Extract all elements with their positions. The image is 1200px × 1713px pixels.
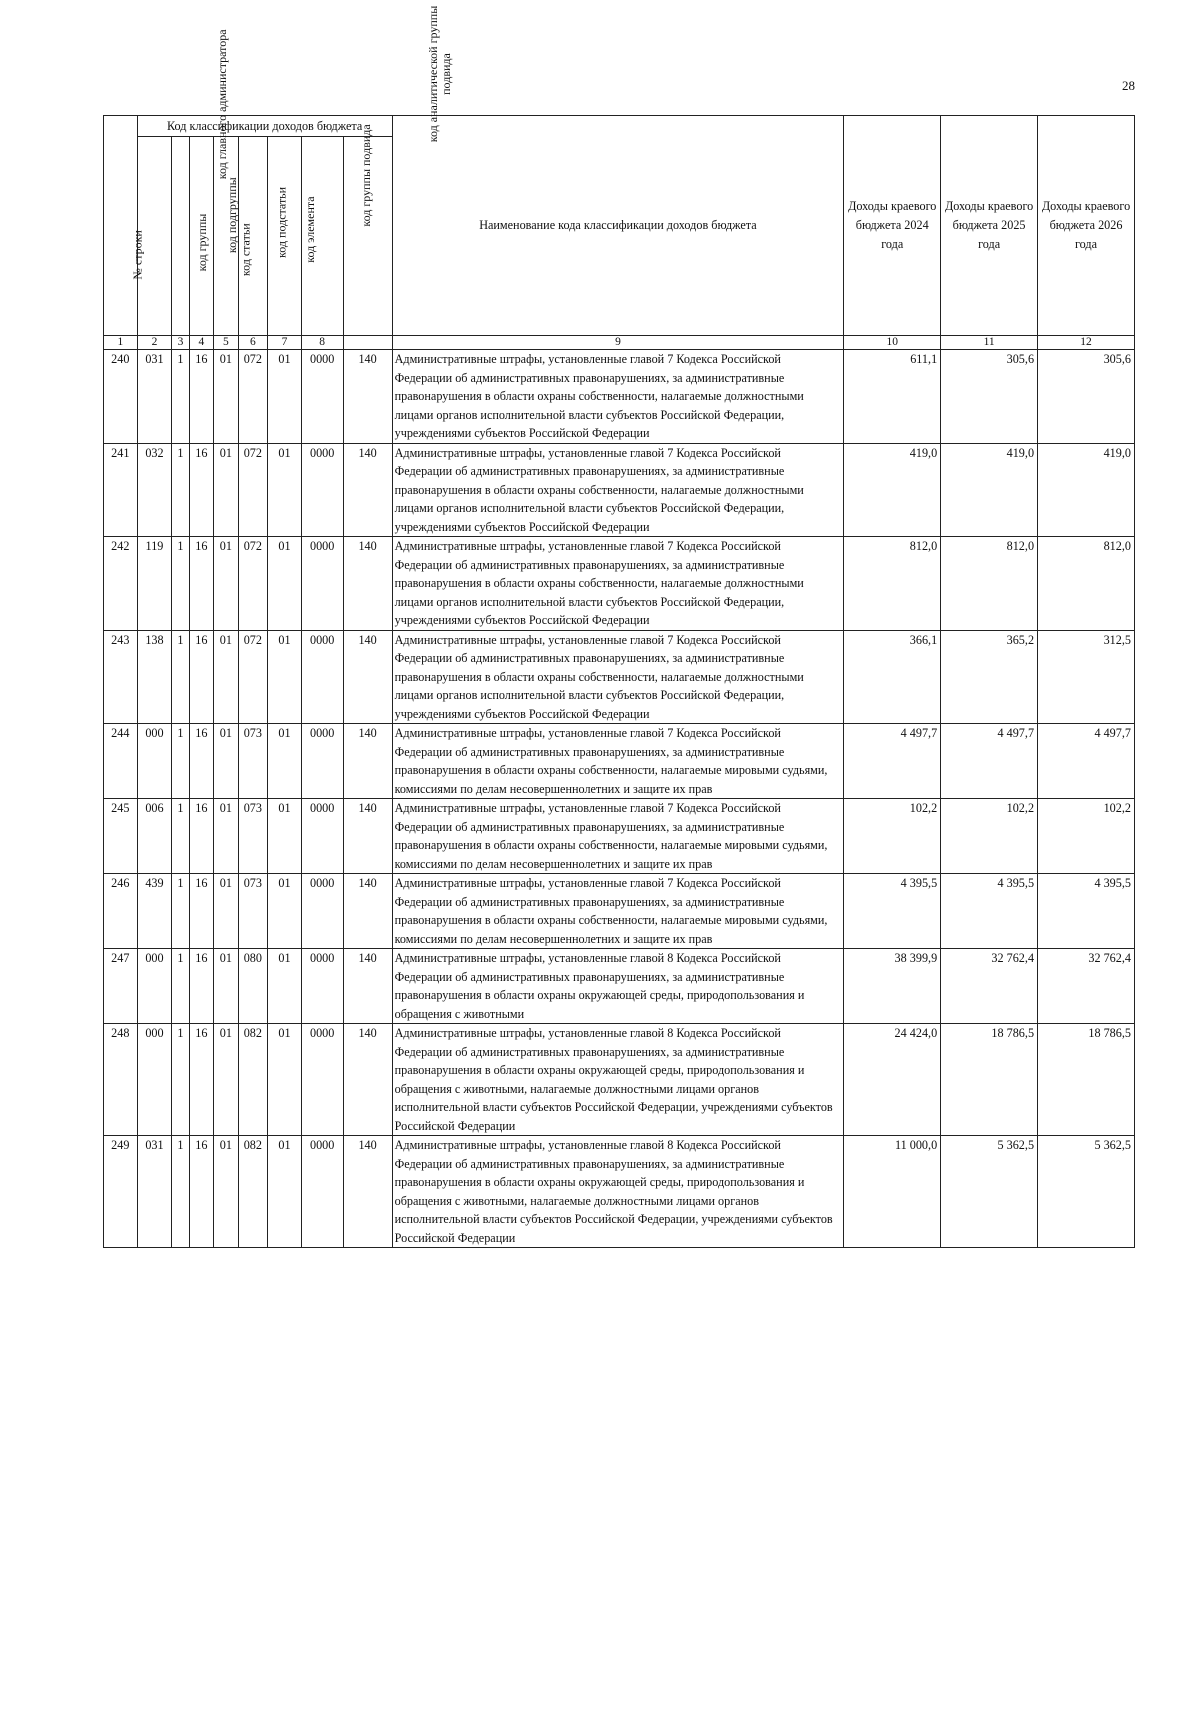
cell-description: Административные штрафы, установленные главой 7 Кодекса Российской Федерации об административных правонарушениях, за административные правонарушения в области охраны собственности, налагаемые мировыми судьями, комиссиями по делам несовершеннолетних и защите их прав (392, 874, 844, 949)
cell-code-subgroup: 16 (189, 949, 213, 1024)
header-code-group: Код классификации доходов бюджета (137, 116, 392, 137)
cell-code-group: 1 (172, 537, 189, 631)
cell-code-subarticle: 072 (238, 630, 268, 724)
cell-code-subgroup: 16 (189, 1136, 213, 1248)
cell-code-article: 01 (214, 1024, 238, 1136)
cell-row-number: 246 (104, 874, 138, 949)
cell-code-group: 1 (172, 724, 189, 799)
col-num: 3 (172, 336, 189, 350)
cell-code-group: 1 (172, 350, 189, 444)
cell-code-element: 01 (268, 630, 302, 724)
table-body (104, 350, 1135, 1248)
header-code-element (268, 137, 318, 336)
header-code-article-label: код статьи (238, 223, 253, 277)
table-row (104, 630, 1135, 724)
header-row-number (104, 116, 146, 336)
col-num: 2 (137, 336, 172, 350)
cell-code-group: 1 (172, 874, 189, 949)
cell-code-subarticle: 072 (238, 537, 268, 631)
cell-code-element: 01 (268, 724, 302, 799)
col-num (343, 336, 392, 350)
cell-code-admin: 006 (137, 799, 172, 874)
cell-income-2025: 18 786,5 (941, 1024, 1038, 1136)
cell-code-group: 1 (172, 443, 189, 537)
cell-row-number: 244 (104, 724, 138, 799)
col-num: 5 (214, 336, 238, 350)
cell-code-element: 01 (268, 537, 302, 631)
cell-row-number: 243 (104, 630, 138, 724)
cell-code-subgroup: 16 (189, 443, 213, 537)
cell-code-subgroup: 16 (189, 724, 213, 799)
cell-code-element: 01 (268, 1024, 302, 1136)
table-row (104, 350, 1135, 444)
cell-code-admin: 000 (137, 724, 172, 799)
cell-code-analytic: 140 (343, 350, 392, 444)
cell-income-2026: 4 497,7 (1038, 724, 1135, 799)
cell-code-subtype-group: 0000 (301, 799, 343, 874)
cell-income-2026: 102,2 (1038, 799, 1135, 874)
cell-code-subtype-group: 0000 (301, 949, 343, 1024)
cell-income-2025: 32 762,4 (941, 949, 1038, 1024)
cell-code-element: 01 (268, 799, 302, 874)
cell-code-article: 01 (214, 799, 238, 874)
cell-income-2025: 5 362,5 (941, 1136, 1038, 1248)
cell-income-2024: 102,2 (844, 799, 941, 874)
cell-row-number: 240 (104, 350, 138, 444)
header-code-group-col (172, 137, 210, 336)
cell-description: Административные штрафы, установленные главой 7 Кодекса Российской Федерации об административных правонарушениях, за административные правонарушения в области охраны собственности, налагаемые должностными лицами органов исполнительной власти субъектов Российской Федерации, учреждениями субъектов Российской Федерации (392, 630, 844, 724)
table-row (104, 724, 1135, 799)
table-row (104, 443, 1135, 537)
cell-code-subarticle: 072 (238, 350, 268, 444)
cell-code-analytic: 140 (343, 949, 392, 1024)
table-row (104, 1136, 1135, 1248)
cell-code-subtype-group: 0000 (301, 1024, 343, 1136)
cell-income-2026: 312,5 (1038, 630, 1135, 724)
cell-code-group: 1 (172, 1024, 189, 1136)
cell-code-subgroup: 16 (189, 799, 213, 874)
cell-income-2025: 305,6 (941, 350, 1038, 444)
col-num: 1 (104, 336, 138, 350)
cell-row-number: 242 (104, 537, 138, 631)
cell-code-admin: 138 (137, 630, 172, 724)
cell-income-2026: 419,0 (1038, 443, 1135, 537)
cell-code-subarticle: 073 (238, 724, 268, 799)
cell-income-2024: 611,1 (844, 350, 941, 444)
cell-income-2025: 4 497,7 (941, 724, 1038, 799)
header-code-subtype-group-label: код группы подвида (359, 124, 374, 227)
header-income-2025: Доходы краевого бюджета 2025 года (941, 116, 1038, 336)
cell-income-2026: 32 762,4 (1038, 949, 1135, 1024)
cell-code-subtype-group: 0000 (301, 1136, 343, 1248)
cell-code-analytic: 140 (343, 724, 392, 799)
cell-description: Административные штрафы, установленные главой 7 Кодекса Российской Федерации об административных правонарушениях, за административные правонарушения в области охраны собственности, налагаемые должностными лицами органов исполнительной власти субъектов Российской Федерации, учреждениями субъектов Российской Федерации (392, 350, 844, 444)
cell-income-2025: 365,2 (941, 630, 1038, 724)
table-row (104, 799, 1135, 874)
cell-code-article: 01 (214, 537, 238, 631)
cell-description: Административные штрафы, установленные главой 8 Кодекса Российской Федерации об административных правонарушениях, за административные правонарушения в области охраны окружающей среды, природопользования и обращения с животными (392, 949, 844, 1024)
page-number: 28 (1122, 78, 1135, 93)
header-code-subtype-group (301, 124, 374, 336)
cell-code-element: 01 (268, 1136, 302, 1248)
cell-income-2025: 102,2 (941, 799, 1038, 874)
cell-code-article: 01 (214, 949, 238, 1024)
cell-code-subarticle: 073 (238, 874, 268, 949)
cell-description: Административные штрафы, установленные главой 7 Кодекса Российской Федерации об административных правонарушениях, за административные правонарушения в области охраны собственности, налагаемые мировыми судьями, комиссиями по делам несовершеннолетних и защите их прав (392, 799, 844, 874)
col-num: 9 (392, 336, 844, 350)
cell-code-group: 1 (172, 630, 189, 724)
cell-code-subarticle: 072 (238, 443, 268, 537)
cell-code-admin: 119 (137, 537, 172, 631)
cell-code-admin: 439 (137, 874, 172, 949)
cell-code-admin: 031 (137, 1136, 172, 1248)
cell-code-admin: 032 (137, 443, 172, 537)
cell-code-analytic: 140 (343, 1024, 392, 1136)
cell-code-subgroup: 16 (189, 537, 213, 631)
cell-description: Административные штрафы, установленные главой 7 Кодекса Российской Федерации об административных правонарушениях, за административные правонарушения в области охраны собственности, налагаемые должностными лицами органов исполнительной власти субъектов Российской Федерации, учреждениями субъектов Российской Федерации (392, 443, 844, 537)
cell-income-2024: 419,0 (844, 443, 941, 537)
cell-code-element: 01 (268, 350, 302, 444)
col-num: 12 (1038, 336, 1135, 350)
cell-code-admin: 000 (137, 949, 172, 1024)
header-code-element-label: код элемента (303, 196, 318, 263)
cell-income-2024: 24 424,0 (844, 1024, 941, 1136)
col-num: 4 (189, 336, 213, 350)
cell-code-group: 1 (172, 1136, 189, 1248)
cell-code-subgroup: 16 (189, 630, 213, 724)
table-row (104, 1024, 1135, 1136)
cell-code-article: 01 (214, 443, 238, 537)
col-num: 7 (268, 336, 302, 350)
cell-row-number: 241 (104, 443, 138, 537)
cell-income-2024: 4 395,5 (844, 874, 941, 949)
header-row-number-label: № строки (131, 230, 146, 280)
cell-code-subtype-group: 0000 (301, 874, 343, 949)
cell-income-2026: 305,6 (1038, 350, 1135, 444)
header-code-admin-label: код главного администратора (215, 29, 230, 180)
cell-description: Административные штрафы, установленные главой 8 Кодекса Российской Федерации об административных правонарушениях, за административные правонарушения в области охраны окружающей среды, природопользования и обращения с животными, налагаемые должностными лицами органов исполнительной власти субъектов Российской Федерации, учреждениями субъектов Российской Федерации (392, 1136, 844, 1248)
cell-income-2024: 4 497,7 (844, 724, 941, 799)
cell-code-subtype-group: 0000 (301, 350, 343, 444)
cell-code-subtype-group: 0000 (301, 630, 343, 724)
cell-code-subarticle: 080 (238, 949, 268, 1024)
cell-income-2026: 4 395,5 (1038, 874, 1135, 949)
table-row (104, 874, 1135, 949)
cell-code-subarticle: 082 (238, 1136, 268, 1248)
cell-code-subgroup: 16 (189, 350, 213, 444)
header-name: Наименование кода классификации доходов бюджета (392, 116, 844, 336)
cell-income-2026: 18 786,5 (1038, 1024, 1135, 1136)
cell-code-subgroup: 16 (189, 1024, 213, 1136)
cell-code-subgroup: 16 (189, 874, 213, 949)
cell-income-2026: 5 362,5 (1038, 1136, 1135, 1248)
col-num: 10 (844, 336, 941, 350)
column-number-row (104, 336, 1135, 350)
cell-row-number: 245 (104, 799, 138, 874)
col-num: 8 (301, 336, 343, 350)
cell-code-subarticle: 082 (238, 1024, 268, 1136)
cell-code-article: 01 (214, 874, 238, 949)
cell-code-element: 01 (268, 874, 302, 949)
header-income-2026: Доходы краевого бюджета 2026 года (1038, 116, 1135, 336)
cell-code-analytic: 140 (343, 443, 392, 537)
cell-income-2025: 812,0 (941, 537, 1038, 631)
cell-income-2024: 366,1 (844, 630, 941, 724)
cell-code-group: 1 (172, 949, 189, 1024)
cell-code-subtype-group: 0000 (301, 724, 343, 799)
cell-code-analytic: 140 (343, 799, 392, 874)
cell-code-element: 01 (268, 949, 302, 1024)
cell-code-analytic: 140 (343, 1136, 392, 1248)
cell-income-2025: 419,0 (941, 443, 1038, 537)
cell-code-analytic: 140 (343, 874, 392, 949)
header-code-group-label: код группы (195, 213, 210, 272)
header-code-subgroup-label: код подгруппы (225, 177, 240, 254)
cell-row-number: 248 (104, 1024, 138, 1136)
cell-row-number: 249 (104, 1136, 138, 1248)
col-num: 11 (941, 336, 1038, 350)
cell-code-admin: 000 (137, 1024, 172, 1136)
cell-income-2024: 812,0 (844, 537, 941, 631)
header-code-article (214, 137, 253, 336)
header-code-subarticle-label: код подстатьи (274, 186, 289, 258)
cell-description: Административные штрафы, установленные главой 8 Кодекса Российской Федерации об административных правонарушениях, за административные правонарушения в области охраны окружающей среды, природопользования и обращения с животными, налагаемые должностными лицами органов исполнительной власти субъектов Российской Федерации, учреждениями субъектов Российской Федерации (392, 1024, 844, 1136)
cell-income-2024: 38 399,9 (844, 949, 941, 1024)
header-income-2024: Доходы краевого бюджета 2024 года (844, 116, 941, 336)
cell-code-subtype-group: 0000 (301, 537, 343, 631)
cell-income-2024: 11 000,0 (844, 1136, 941, 1248)
cell-code-subtype-group: 0000 (301, 443, 343, 537)
table-row (104, 949, 1135, 1024)
header-code-subgroup (189, 137, 240, 336)
cell-income-2025: 4 395,5 (941, 874, 1038, 949)
cell-code-group: 1 (172, 799, 189, 874)
cell-code-article: 01 (214, 724, 238, 799)
cell-description: Административные штрафы, установленные главой 7 Кодекса Российской Федерации об административных правонарушениях, за административные правонарушения в области охраны собственности, налагаемые мировыми судьями, комиссиями по делам несовершеннолетних и защите их прав (392, 724, 844, 799)
col-num: 6 (238, 336, 268, 350)
cell-description: Административные штрафы, установленные главой 7 Кодекса Российской Федерации об административных правонарушениях, за административные правонарушения в области охраны собственности, налагаемые должностными лицами органов исполнительной власти субъектов Российской Федерации, учреждениями субъектов Российской Федерации (392, 537, 844, 631)
cell-row-number: 247 (104, 949, 138, 1024)
cell-code-element: 01 (268, 443, 302, 537)
header-code-subarticle (238, 137, 289, 336)
cell-code-subarticle: 073 (238, 799, 268, 874)
header-code-analytic-label: код аналитической группы подвида (425, 5, 453, 143)
table-row (104, 537, 1135, 631)
cell-code-admin: 031 (137, 350, 172, 444)
cell-code-article: 01 (214, 1136, 238, 1248)
cell-code-article: 01 (214, 350, 238, 444)
header-code-analytic (343, 5, 453, 336)
cell-code-analytic: 140 (343, 630, 392, 724)
cell-code-article: 01 (214, 630, 238, 724)
cell-income-2026: 812,0 (1038, 537, 1135, 631)
cell-code-analytic: 140 (343, 537, 392, 631)
